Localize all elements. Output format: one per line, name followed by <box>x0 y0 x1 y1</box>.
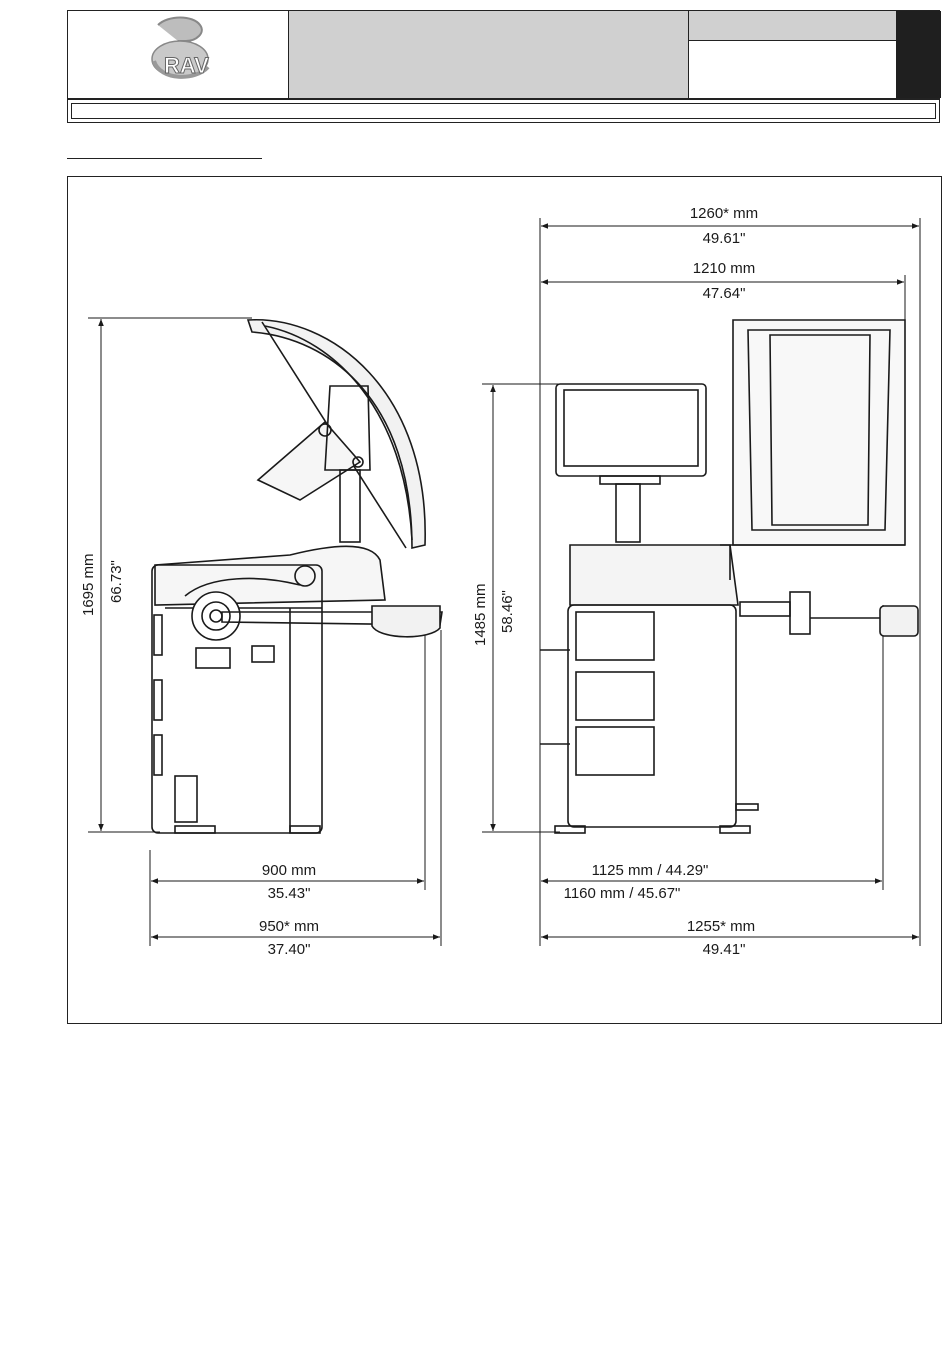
dim-side-depth-max-mm: 950* mm <box>258 918 320 935</box>
dim-front-base-max-in: 49.41" <box>702 941 746 958</box>
dim-front-base-a: 1125 mm / 44.29" <box>591 862 709 879</box>
side-view-machine <box>152 320 442 833</box>
dim-top-max-in: 49.61" <box>702 230 746 247</box>
dim-side-depth-mm: 900 mm <box>261 862 317 879</box>
dim-side-height-mm: 1695 mm <box>80 553 97 616</box>
dim-top-in: 47.64" <box>702 285 746 302</box>
dim-side-depth-max-in: 37.40" <box>267 941 311 958</box>
svg-text:RAV: RAV <box>164 53 209 78</box>
dim-front-base-b: 1160 mm / 45.67" <box>563 885 681 902</box>
dim-top-max-mm: 1260* mm <box>689 205 759 222</box>
dim-top-mm: 1210 mm <box>692 260 756 277</box>
dim-front-height-mm: 1485 mm <box>472 583 489 646</box>
dim-front-base-max-mm: 1255* mm <box>686 918 756 935</box>
dim-front-height-in: 58.46" <box>499 590 516 633</box>
dim-side-height-in: 66.73" <box>108 560 125 603</box>
dim-side-depth-in: 35.43" <box>267 885 311 902</box>
front-view-machine <box>540 320 918 833</box>
